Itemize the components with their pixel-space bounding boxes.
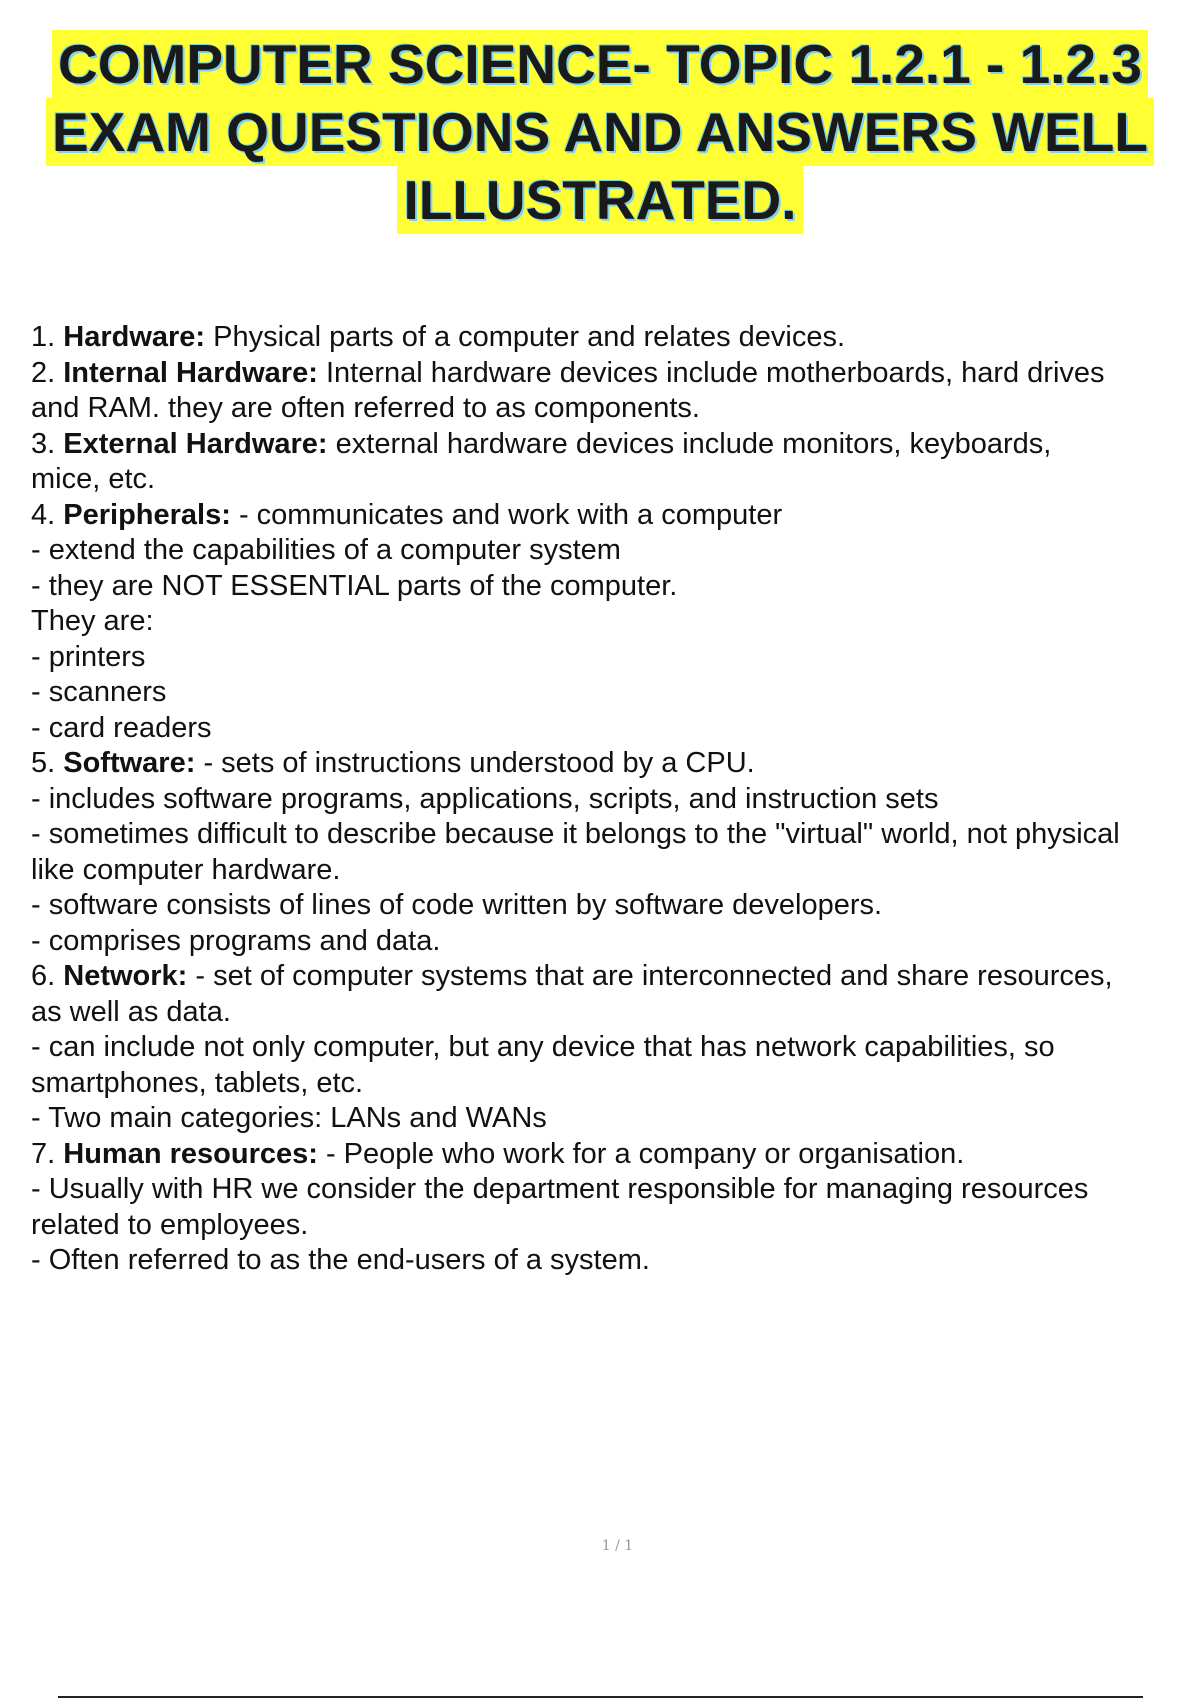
item-6-line-1 <box>31 959 1200 995</box>
item-number: 2. <box>31 356 56 389</box>
item-6-line-3: - can include not only computer, but any device that has network capabilities, so <box>31 1031 1055 1063</box>
item-6-line-4: smartphones, tablets, etc. <box>31 1066 364 1099</box>
item-term: Network: <box>63 960 188 992</box>
item-4-line-4: They are: <box>31 605 154 637</box>
item-term: Software: <box>63 747 196 779</box>
item-4-line-7: - card readers <box>31 711 212 744</box>
item-5-line-5: - software consists of lines of code written by software developers. <box>31 889 883 921</box>
document-body <box>31 320 1200 1279</box>
item-3-line-1 <box>31 427 1200 463</box>
item-5-line-3: - sometimes difficult to describe because it belongs to the "virtual" world, not physical <box>31 818 1120 850</box>
item-4-line-6: - scanners <box>31 676 167 708</box>
item-text: - communicates and work with a computer <box>238 498 783 531</box>
item-text: external hardware devices include monitors, keyboards, <box>335 427 1052 460</box>
item-text: - sets of instructions understood by a CPU. <box>203 747 755 779</box>
item-number: 1. <box>31 321 56 353</box>
item-1-line-1 <box>31 320 1200 356</box>
item-6-line-2: as well as data. <box>31 995 231 1028</box>
title-line-2: EXAM QUESTIONS AND ANSWERS WELL <box>46 98 1154 166</box>
title-line-1: COMPUTER SCIENCE- TOPIC 1.2.1 - 1.2.3 <box>52 30 1148 98</box>
item-term: Human resources: <box>63 1137 318 1170</box>
item-term: Hardware: <box>63 321 206 353</box>
item-2-line-1 <box>31 356 1200 392</box>
item-4-line-2: - extend the capabilities of a computer system <box>31 534 621 566</box>
item-number: 7. <box>31 1137 56 1170</box>
item-4-line-1 <box>31 498 1200 534</box>
item-5-line-6: - comprises programs and data. <box>31 924 441 957</box>
item-5-line-1 <box>31 746 1200 782</box>
bottom-divider <box>58 1696 1143 1698</box>
item-6-line-5: - Two main categories: LANs and WANs <box>31 1102 547 1134</box>
item-text: Physical parts of a computer and relates devices. <box>213 321 846 353</box>
item-term: External Hardware: <box>63 427 328 460</box>
title-line-3: ILLUSTRATED. <box>397 166 802 234</box>
item-7-line-1 <box>31 1137 1200 1173</box>
item-number: 3. <box>31 427 56 460</box>
item-text: - People who work for a company or organisation. <box>325 1137 965 1170</box>
item-number: 4. <box>31 498 56 531</box>
item-number: 6. <box>31 960 56 992</box>
item-2-line-2: and RAM. they are often referred to as components. <box>31 392 700 424</box>
item-4-line-3: - they are NOT ESSENTIAL parts of the computer. <box>31 569 678 602</box>
item-text: - set of computer systems that are interconnected and share resources, <box>195 960 1113 992</box>
document-title <box>0 30 1200 234</box>
item-term: Internal Hardware: <box>63 356 318 389</box>
item-7-line-2: - Usually with HR we consider the department responsible for managing resources <box>31 1173 1089 1205</box>
item-3-line-2: mice, etc. <box>31 463 156 495</box>
item-5-line-2: - includes software programs, applications, scripts, and instruction sets <box>31 782 939 815</box>
item-7-line-3: related to employees. <box>31 1208 309 1241</box>
item-text: Internal hardware devices include motherboards, hard drives <box>325 356 1105 389</box>
item-number: 5. <box>31 747 56 779</box>
item-7-line-4: - Often referred to as the end-users of a system. <box>31 1244 650 1276</box>
item-5-line-4: like computer hardware. <box>31 853 341 886</box>
item-term: Peripherals: <box>63 498 231 531</box>
item-4-line-5: - printers <box>31 640 146 673</box>
page-number: 1 / 1 <box>601 1538 634 1554</box>
